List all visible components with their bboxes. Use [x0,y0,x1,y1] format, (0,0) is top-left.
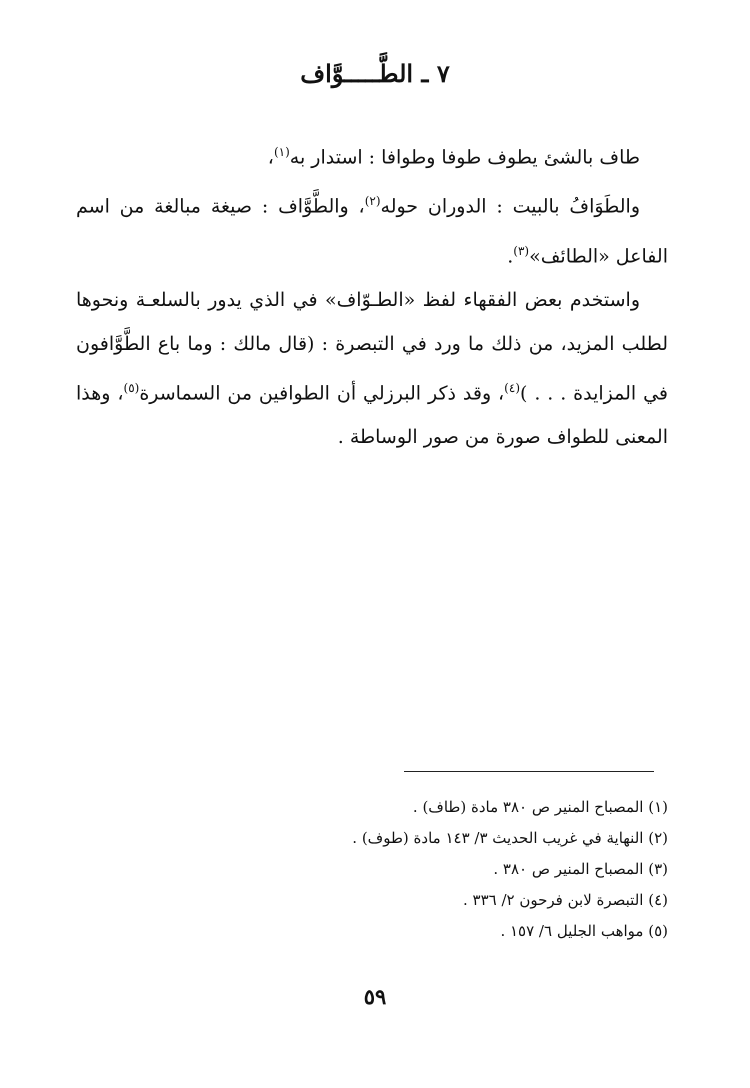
footnote-separator [404,771,654,772]
footnote-ref-5: (٥) [123,380,140,395]
paragraph-text: والطَوَافُ بالبيت : الدوران حوله [380,195,641,218]
paragraph-definition [76,130,668,179]
footnotes [76,792,668,947]
punctuation: ، [267,146,274,169]
paragraph-text: واستخدم بعض الفقهاء لفظ «الطـوّاف» في الذي يدور بالسلعـة ونحوها لطلب المزيد، من ذلك ما ورد في التبصرة : (قال مالك : وما باع الطَّوَّافون في المزايدة . . . ) [76,288,669,405]
footnote-4: (٤) التبصرة لابن فرحون ٢/ ٣٣٦ . [462,891,668,909]
footnote-ref-2: (٢) [364,194,381,209]
body-text [76,130,668,459]
footnote-5: (٥) مواهب الجليل ٦/ ١٥٧ . [500,922,668,940]
paragraph-text: ، والطَّوَّاف : صيغة مبالغة من اسم الفاعل «الطائف» [76,195,668,267]
footnote-ref-4: (٤) [504,380,520,395]
footnote-1: (١) المصباح المنير ص ٣٨٠ مادة (طاف) . [412,798,668,816]
footnote-3: (٣) المصباح المنير ص ٣٨٠ . [493,860,668,878]
footnote-2: (٢) النهاية في غريب الحديث ٣/ ١٤٣ مادة (طوف) . [352,829,668,847]
footnote-ref-1: (١) [273,145,290,159]
paragraph-text: ، وهذا المعنى للطواف صورة من صور الوساطة . [76,382,668,449]
footnote-ref-3: (٣) [513,243,530,258]
punctuation: . [507,244,514,267]
page-number: ٥٩ [363,984,387,1009]
paragraph-text: ، وقد ذكر البرزلي أن الطوافين من السماسرة [139,382,505,405]
paragraph-text: طاف بالشئ يطوف طوفا وطوافا : استدار به [289,146,640,169]
paragraph-tawaf-bayt [76,179,668,278]
section-heading: ٧ ـ الطَّـــــوَّاف [300,59,450,88]
paragraph-fuqaha-usage [76,278,668,459]
